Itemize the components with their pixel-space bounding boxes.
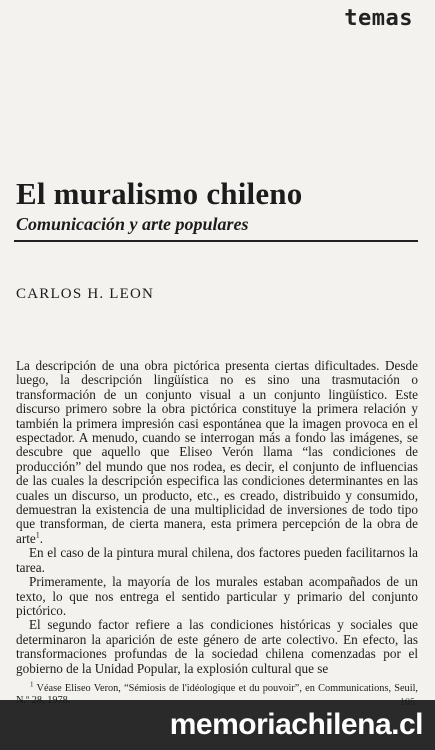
section-tag: temas (344, 6, 413, 31)
body-paragraph: En el caso de la pintura mural chilena, dos factores pueden facilitarnos la tarea. (16, 545, 418, 575)
body-paragraph: El segundo factor refiere a las condiciones históricas y sociales que determinaron la aparición de este género de arte colectivo. En efecto, las transformaciones profundas de la sociedad chilena comenzadas por el gobierno de la Unidad Popular, la explosión cultural que se (16, 617, 418, 676)
article-subtitle: Comunicación y arte populares (16, 214, 249, 234)
title-rule (14, 240, 418, 242)
article-body (16, 359, 418, 676)
body-paragraph: Primeramente, la mayoría de los murales estaban acompañados de un texto, lo que nos entrega el sentido particular y primario del conjunto pictórico. (16, 574, 418, 618)
footnote-marker: 1 (30, 680, 34, 689)
watermark-logo: memoriachilena.cl (0, 700, 435, 750)
footnote-reference[interactable]: 1 (35, 530, 40, 540)
article-author: CARLOS H. LEON (16, 286, 155, 302)
paragraph-text: La descripción de una obra pictórica presenta ciertas dificultades. Desde luego, la descripción lingüística no es sino una trasmutación o transformación de un conjunto visual a un conjunto lingüístico. Este discurso primero sobre la obra pictórica constituye la primera relación y también la primera impresión casi espontánea que la imagen provoca en el espectador. A menudo, cuando se interrogan más a fondo las imágenes, se descubre que aquello que Eliseo Verón llama “las condiciones de producción” del mundo que nos rodea, es decir, el conjunto de influencias de las cuales la descripción especifica las condiciones determinantes en las cuales un discurso, un producto, etc., es creado, distribuido y consumido, demuestran la existencia de una multiplicidad de inversiones de todo tipo que transforman, de cierta manera, esta primera percepción de la obra de arte (16, 358, 418, 546)
article-title: El muralismo chileno (16, 176, 303, 211)
body-paragraph: La descripción de una obra pictórica presenta ciertas dificultades. Desde luego, la descripción lingüística no es sino una trasmutación o transformación de un conjunto visual a un conjunto lingüístico. Este discurso primero sobre la obra pictórica constituye la primera relación y también la primera impresión casi espontánea que la imagen provoca en el espectador. A menudo, cuando se interrogan más a fondo las imágenes, se descubre que aquello que Eliseo Verón llama “las condiciones de producción” del mundo que nos rodea, es decir, el conjunto de influencias de las cuales la descripción especifica las condiciones determinantes en las cuales un discurso, un producto, etc., es creado, distribuido y consumido, demuestran la existencia de una multiplicidad de inversiones de todo tipo que transforman, de cierta manera, esta primera percepción de la obra de arte$^1$. (16, 358, 418, 546)
footnote-text: Véase Eliseo Veron, “Sémiosis de l'idéologique et du pouvoir”, en Communications, Seuil, (36, 683, 419, 694)
